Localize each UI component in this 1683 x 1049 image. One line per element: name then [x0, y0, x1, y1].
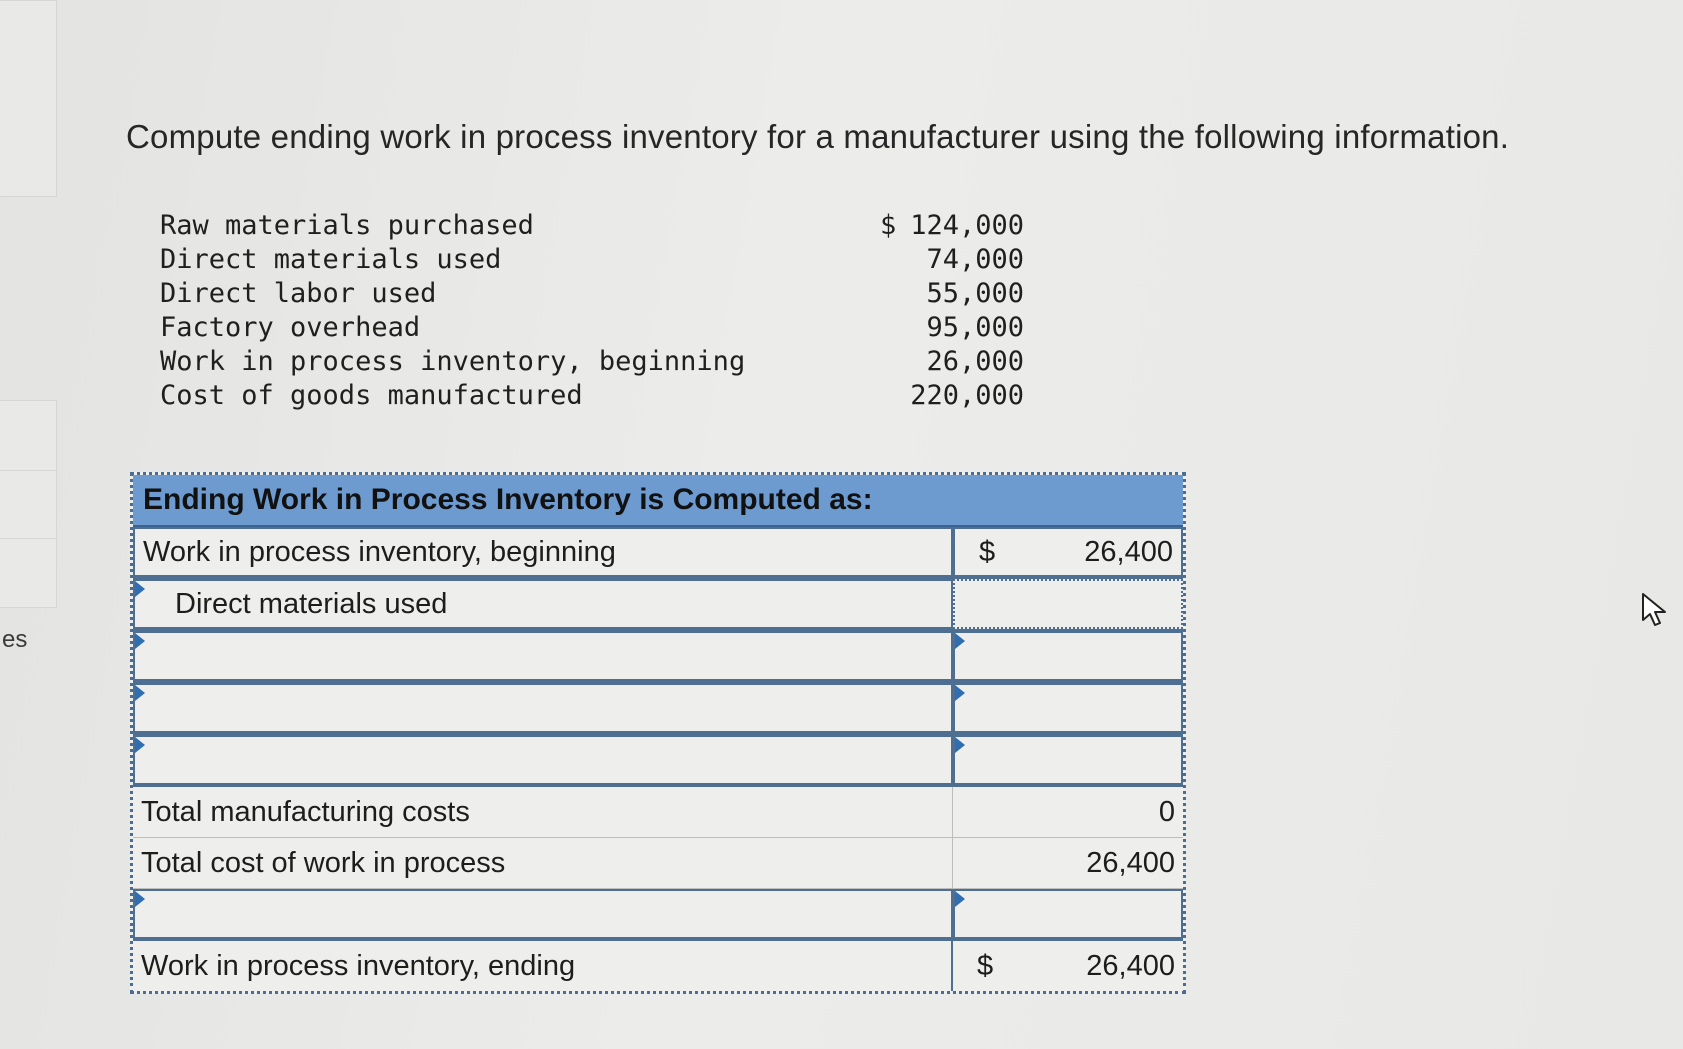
blank-label-input[interactable] [133, 631, 953, 681]
given-label: Factory overhead [160, 311, 421, 343]
given-row [160, 310, 1024, 344]
dropdown-marker-icon [955, 685, 965, 701]
table-row-blank [133, 631, 1183, 683]
table-row-blank [133, 889, 1183, 941]
direct-materials-label-input[interactable] [133, 579, 953, 629]
given-row [160, 208, 1024, 242]
dropdown-marker-icon [955, 633, 965, 649]
blank-amount-input[interactable] [953, 631, 1183, 681]
table-row-wip-ending [133, 941, 1183, 991]
wip-ending-text: Work in process inventory, ending [141, 949, 576, 982]
total-manufacturing-costs-amount: 0 [1158, 795, 1175, 828]
blank-label-input[interactable] [133, 889, 953, 939]
wip-beginning-label: Work in process inventory, beginning [143, 535, 616, 568]
given-label: Direct labor used [160, 277, 437, 309]
dropdown-marker-icon [135, 685, 145, 701]
given-value: 95,000 [926, 311, 1024, 343]
total-cost-wip-cell [953, 838, 1183, 888]
wip-beginning-label-input[interactable] [133, 527, 953, 577]
direct-materials-amount-input[interactable] [953, 579, 1183, 629]
table-row-blank [133, 735, 1183, 787]
left-sidebar-fragment [0, 0, 60, 1049]
direct-materials-label: Direct materials used [175, 587, 448, 620]
given-label: Cost of goods manufactured [160, 379, 583, 411]
table-row-blank [133, 683, 1183, 735]
question-text: Compute ending work in process inventory for a manufacturer using the following information. [126, 118, 1510, 155]
table-row-direct-materials [133, 579, 1183, 631]
blank-amount-input[interactable] [953, 735, 1183, 785]
dropdown-marker-icon [135, 891, 145, 907]
table-row-total-manufacturing-costs [133, 787, 1183, 838]
total-manufacturing-costs-cell [953, 787, 1183, 837]
total-cost-wip-text: Total cost of work in process [141, 846, 506, 879]
total-cost-wip-label [133, 838, 953, 888]
given-row [160, 242, 1024, 276]
blank-label-input[interactable] [133, 735, 953, 785]
dollar-sign: $ [977, 949, 994, 982]
given-value: 220,000 [910, 379, 1024, 411]
sidebar-panel [0, 400, 57, 472]
given-label: Work in process inventory, beginning [160, 345, 746, 377]
table-row-wip-beginning [133, 527, 1183, 579]
given-information [160, 208, 1024, 412]
blank-amount-input[interactable] [953, 683, 1183, 733]
wip-ending-label [133, 941, 953, 991]
sidebar-panel [0, 538, 57, 608]
sidebar-panel [0, 470, 57, 540]
blank-label-input[interactable] [133, 683, 953, 733]
given-value: 74,000 [926, 243, 1024, 275]
given-label: Raw materials purchased [160, 209, 534, 241]
dropdown-marker-icon [135, 633, 145, 649]
given-row [160, 344, 1024, 378]
given-row [160, 378, 1024, 412]
dropdown-marker-icon [135, 581, 145, 597]
table-row-total-cost-wip [133, 838, 1183, 889]
dropdown-marker-icon [135, 737, 145, 753]
total-manufacturing-costs-text: Total manufacturing costs [141, 795, 470, 828]
dropdown-marker-icon [955, 891, 965, 907]
blank-amount-input[interactable] [953, 889, 1183, 939]
given-row [160, 276, 1024, 310]
total-cost-wip-amount: 26,400 [1086, 846, 1175, 879]
wip-beginning-amount: 26,400 [1084, 535, 1173, 568]
wip-ending-amount: 26,400 [1086, 949, 1175, 982]
dropdown-marker-icon [955, 737, 965, 753]
wip-ending-cell [953, 941, 1183, 991]
given-value: 55,000 [926, 277, 1024, 309]
mouse-cursor-icon [1640, 592, 1670, 628]
sidebar-cut-text: es [2, 626, 28, 653]
given-value: 124,000 [910, 209, 1024, 241]
given-dollar-sign: $ [880, 209, 897, 241]
given-value: 26,000 [926, 345, 1024, 377]
sidebar-panel [0, 0, 57, 197]
table-header: Ending Work in Process Inventory is Computed as: [133, 475, 1183, 527]
ending-wip-table [130, 472, 1186, 994]
total-manufacturing-costs-label [133, 787, 953, 837]
wip-beginning-amount-input[interactable] [953, 527, 1183, 577]
dollar-sign: $ [979, 535, 996, 568]
given-label: Direct materials used [160, 243, 502, 275]
